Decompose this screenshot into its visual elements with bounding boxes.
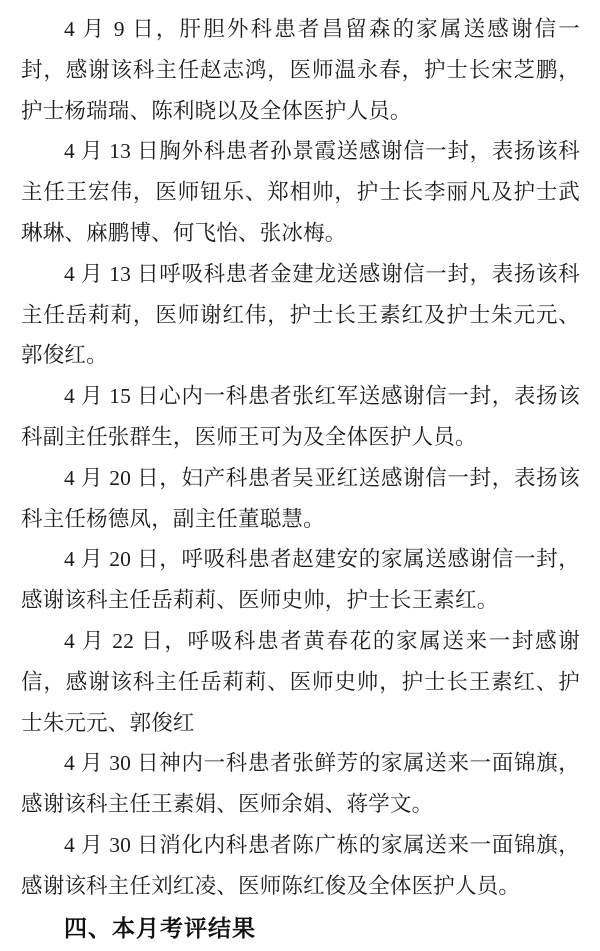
paragraph-letter-4: 4 月 15 日心内一科患者张红军送感谢信一封，表扬该科副主任张群生，医师王可为及全体医护人员。: [21, 384, 580, 449]
paragraph-letter-1: 4 月 9 日，肝胆外科患者昌留森的家属送感谢信一封，感谢该科主任赵志鸿，医师温永春，护士长宋芝鹏，护士杨瑞瑞、陈利晓以及全体医护人员。: [21, 17, 580, 123]
paragraph-letter-7: 4 月 22 日，呼吸科患者黄春花的家属送来一封感谢信，感谢该科主任岳莉莉、医师史帅，护士长王素红、护士朱元元、郭俊红: [21, 628, 580, 735]
paragraph-letter-3: 4 月 13 日呼吸科患者金建龙送感谢信一封，表扬该科主任岳莉莉，医师谢红伟，护士长王素红及护士朱元元、郭俊红。: [21, 261, 580, 368]
section-heading: 四、本月考评结果: [64, 914, 256, 941]
paragraph-letter-2: 4 月 13 日胸外科患者孙景霞送感谢信一封，表扬该科主任王宏伟，医师钮乐、郑相帅，护士长李丽凡及护士武琳琳、麻鹏博、何飞怡、张冰梅。: [21, 139, 580, 245]
paragraph-letter-9: 4 月 30 日消化内科患者陈广栋的家属送来一面锦旗，感谢该科主任刘红凌、医师陈红俊及全体医护人员。: [21, 832, 580, 898]
paragraph-letter-5: 4 月 20 日，妇产科患者吴亚红送感谢信一封，表扬该科主任杨德凤，副主任董聪慧。: [21, 465, 580, 531]
paragraph-letter-8: 4 月 30 日神内一科患者张鲜芳的家属送来一面锦旗，感谢该科主任王素娟、医师余娟、蒋学文。: [21, 751, 580, 817]
paragraph-letter-6: 4 月 20 日，呼吸科患者赵建安的家属送感谢信一封，感谢该科主任岳莉莉、医师史帅，护士长王素红。: [21, 547, 580, 613]
